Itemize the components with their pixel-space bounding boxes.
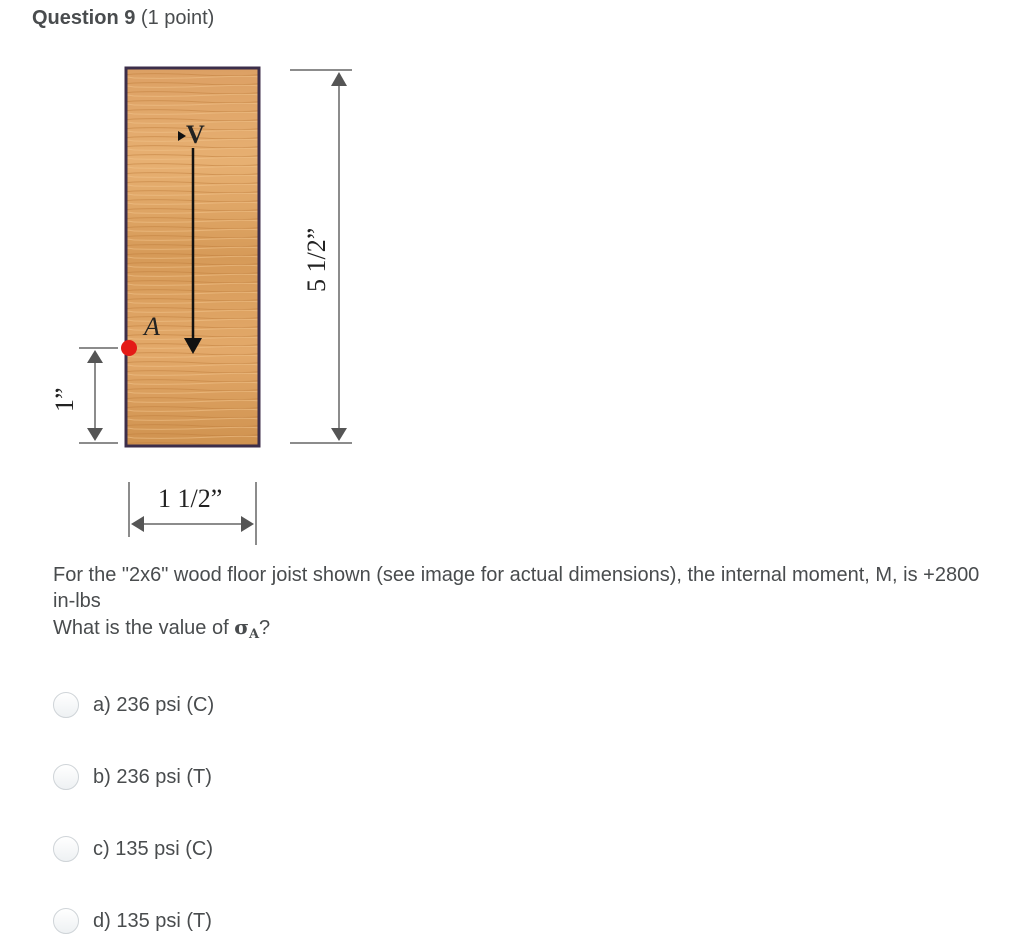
question-title: Question 9 [32,7,136,29]
answer-label-d: d) 135 psi (T) [93,909,212,932]
prompt-line-2 [53,614,1003,648]
answer-options [53,688,453,938]
radio-button-d[interactable] [53,908,79,934]
joist-diagram [0,0,420,560]
point-label-a: A [144,312,160,341]
sigma-letter: σ [234,615,249,639]
height-dim-arrow-bottom [331,428,347,441]
question-prompt [53,562,1003,648]
width-dim-arrow-left [131,516,144,532]
radio-button-a[interactable] [53,692,79,718]
answer-label-a: a) 236 psi (C) [93,693,215,716]
answer-label-b: b) 236 psi (T) [93,765,212,788]
offset-dim-arrow-bottom [87,428,103,441]
prompt-line-2-prefix: What is the value of [53,617,235,639]
answer-option-d[interactable] [53,904,453,938]
answer-option-b[interactable] [53,760,453,794]
radio-button-b[interactable] [53,764,79,790]
joist-cross-section-figure [0,0,420,560]
question-points: (1 point) [140,7,215,29]
width-dim-label: 1 1/2” [158,484,223,513]
answer-option-c[interactable] [53,832,453,866]
answer-option-a[interactable] [53,688,453,722]
answer-label-c: c) 135 psi (C) [93,837,214,860]
force-label-v: V [186,120,205,149]
prompt-line-1: For the "2x6" wood floor joist shown (see image for actual dimensions), the internal moment, M, is +2800 in-lbs [53,564,980,612]
radio-button-c[interactable] [53,836,79,862]
prompt-line-2-suffix: ? [259,617,271,639]
width-dim-arrow-right [241,516,254,532]
sigma-symbol [234,615,260,642]
offset-dim-label: 1” [50,387,79,412]
point-a-marker [121,340,137,356]
sigma-subscript: A [248,627,260,642]
height-dim-arrow-top [331,72,347,86]
offset-dim-arrow-top [87,350,103,363]
height-dim-label: 5 1/2” [302,227,331,292]
